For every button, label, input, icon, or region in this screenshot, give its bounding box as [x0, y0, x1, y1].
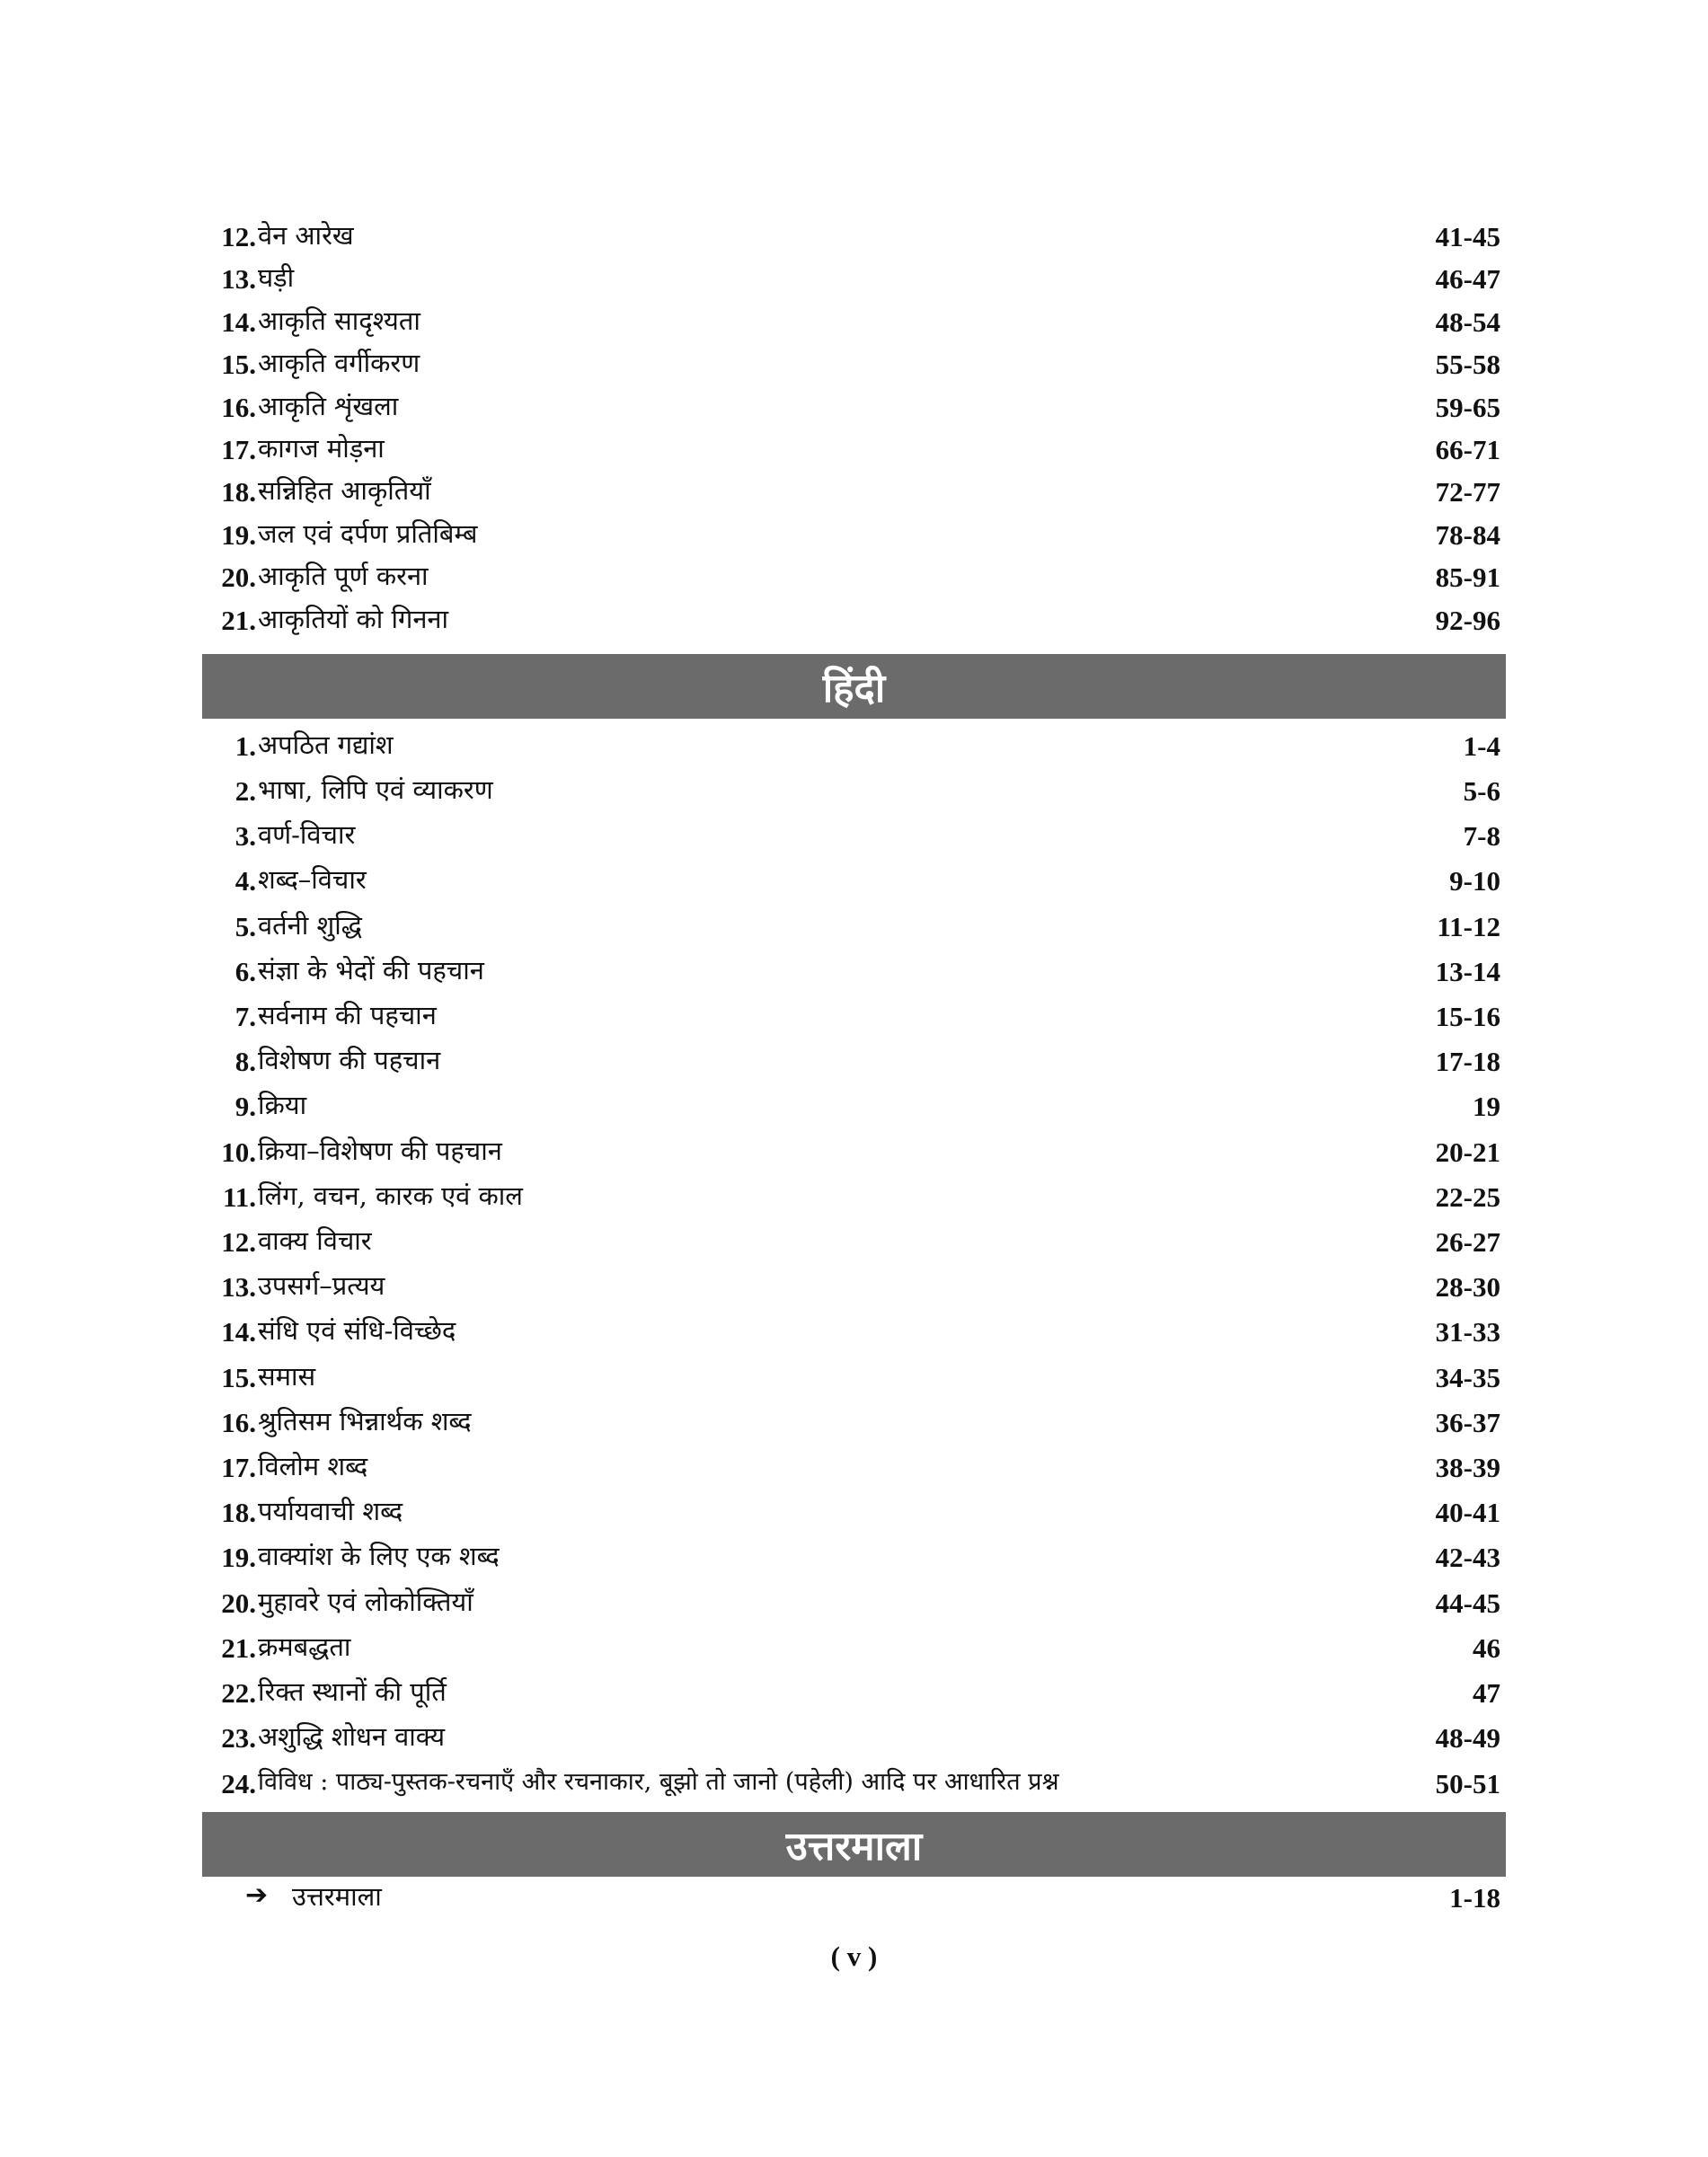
list-item: [202, 1498, 1500, 1534]
list-item: [202, 1543, 1500, 1579]
item-number: 1.: [235, 730, 256, 762]
list-item: [202, 1092, 1500, 1128]
arrow-right-icon: ➔: [245, 1879, 269, 1911]
item-pages: 50-51: [1435, 1768, 1500, 1799]
item-number: 14.: [221, 306, 256, 338]
item-title: वेन आरेख: [258, 220, 354, 251]
list-item: [202, 393, 1500, 429]
item-title: श्रुतिसम भिन्नार्थक शब्द: [258, 1406, 472, 1437]
item-number: 5.: [235, 911, 256, 942]
item-number: 6.: [235, 956, 256, 987]
list-item: [202, 1589, 1500, 1625]
item-number: 9.: [235, 1091, 256, 1122]
list-item: [202, 1770, 1500, 1806]
item-title: घड़ी: [258, 262, 295, 293]
item-number: 14.: [221, 1316, 256, 1348]
item-pages: 66-71: [1435, 434, 1500, 465]
item-pages: 5-6: [1463, 775, 1500, 807]
item-number: 19.: [221, 1542, 256, 1573]
item-pages: 85-91: [1435, 561, 1500, 593]
list-item: [202, 262, 1500, 301]
item-pages: 40-41: [1435, 1497, 1500, 1528]
item-title: आकृति पूर्ण करना: [258, 561, 429, 591]
item-pages: 9-10: [1449, 865, 1500, 897]
item-number: 16.: [221, 1407, 256, 1438]
item-title: वर्ण-विचार: [258, 819, 356, 850]
item-pages: 36-37: [1435, 1407, 1500, 1438]
item-number: 16.: [221, 392, 256, 423]
item-title: समास: [258, 1361, 316, 1392]
item-number: 3.: [235, 820, 256, 852]
item-number: 7.: [235, 1001, 256, 1032]
item-pages: 15-16: [1435, 1001, 1500, 1032]
item-pages: 11-12: [1437, 911, 1500, 942]
list-item: [202, 1361, 1500, 1400]
item-number: 21.: [221, 605, 256, 636]
item-pages: 59-65: [1435, 392, 1500, 423]
item-pages: 42-43: [1435, 1542, 1500, 1573]
item-title: अपठित गद्यांश: [258, 729, 394, 760]
item-number: 13.: [221, 1271, 256, 1303]
item-title: वर्तनी शुद्धि: [258, 910, 362, 941]
item-title: विलोम शब्द: [258, 1451, 368, 1481]
list-item: [202, 1676, 1500, 1715]
list-item: [202, 1406, 1500, 1445]
list-item: [202, 910, 1500, 949]
item-pages: 38-39: [1435, 1452, 1500, 1483]
list-item: [202, 1451, 1500, 1490]
item-title: संज्ञा के भेदों की पहचान: [258, 955, 484, 986]
item-title: क्रमबद्धता: [258, 1631, 351, 1662]
item-title: क्रिया: [258, 1090, 307, 1120]
item-pages: 1-18: [1449, 1882, 1500, 1914]
item-title: कागज मोड़ना: [258, 433, 385, 464]
list-item: [202, 220, 1500, 259]
section-heading-answers: उत्तरमाला: [202, 1812, 1506, 1877]
list-item: [202, 1180, 1500, 1219]
item-number: 13.: [221, 263, 256, 295]
item-number: 19.: [221, 519, 256, 551]
item-title: विशेषण की पहचान: [258, 1045, 441, 1075]
item-pages: 44-45: [1435, 1587, 1500, 1619]
item-title: आकृति शृंखला: [258, 391, 399, 421]
item-pages: 48-54: [1435, 306, 1500, 338]
item-number: 2.: [235, 775, 256, 807]
item-number: 4.: [235, 865, 256, 897]
item-title: सर्वनाम की पहचान: [258, 1000, 437, 1030]
item-pages: 31-33: [1435, 1316, 1500, 1348]
section-heading-hindi: हिंदी: [202, 654, 1506, 719]
item-number: 12.: [221, 1226, 256, 1258]
item-pages: 17-18: [1435, 1046, 1500, 1077]
item-number: 15.: [221, 1362, 256, 1393]
item-pages: 22-25: [1435, 1181, 1500, 1213]
list-item: [202, 305, 1500, 344]
item-title: जल एवं दर्पण प्रतिबिम्ब: [258, 518, 478, 549]
item-title: आकृति वर्गीकरण: [258, 348, 420, 378]
item-title: संधि एवं संधि-विच्छेद: [258, 1315, 456, 1346]
item-title: मुहावरे एवं लोकोक्तियाँ: [258, 1587, 473, 1617]
item-pages: 41-45: [1435, 221, 1500, 252]
list-item: [202, 350, 1500, 386]
list-item: [202, 1225, 1500, 1264]
item-number: 12.: [221, 221, 256, 252]
item-title: रिक्त स्थानों की पूर्ति: [258, 1676, 447, 1707]
item-number: 17.: [221, 434, 256, 465]
list-item: [202, 729, 1500, 768]
item-number: 17.: [221, 1452, 256, 1483]
item-title: पर्यायवाची शब्द: [258, 1496, 403, 1526]
item-pages: 48-49: [1435, 1722, 1500, 1754]
item-title: उपसर्ग–प्रत्यय: [258, 1270, 385, 1301]
list-item: [202, 475, 1500, 514]
item-title: वाक्यांश के लिए एक शब्द: [258, 1541, 500, 1571]
item-pages: 19: [1473, 1091, 1500, 1122]
list-item: [202, 864, 1500, 903]
list-item: [202, 563, 1500, 599]
list-item: [202, 1045, 1500, 1083]
item-pages: 13-14: [1435, 956, 1500, 987]
item-number: 18.: [221, 476, 256, 508]
item-pages: 72-77: [1435, 476, 1500, 508]
item-number: 20.: [221, 1587, 256, 1619]
list-item: [202, 774, 1500, 813]
list-item: [202, 433, 1500, 472]
item-title: सन्निहित आकृतियाँ: [258, 475, 431, 506]
list-item: [202, 518, 1500, 557]
list-item: [202, 1631, 1500, 1670]
item-pages: 1-4: [1463, 730, 1500, 762]
list-item: [202, 955, 1500, 994]
item-pages: 78-84: [1435, 519, 1500, 551]
item-title: शब्द–विचार: [258, 864, 367, 895]
item-number: 10.: [221, 1136, 256, 1168]
list-item: [202, 606, 1500, 642]
item-number: 24.: [221, 1768, 256, 1799]
item-number: 11.: [222, 1181, 256, 1213]
item-number: 21.: [221, 1632, 256, 1664]
list-item: [202, 1270, 1500, 1309]
item-pages: 55-58: [1435, 349, 1500, 380]
item-pages: 46-47: [1435, 263, 1500, 295]
item-title: उत्तरमाला: [292, 1881, 382, 1912]
item-title: आकृतियों को गिनना: [258, 604, 449, 634]
item-pages: 47: [1473, 1677, 1500, 1709]
item-title: विविध : पाठ्य-पुस्तक-रचनाएँ और रचनाकार, बूझो तो जानो (पहेली) आदि पर आधारित प्रश्न: [258, 1768, 1059, 1796]
list-item: [202, 1721, 1500, 1760]
list-item: [202, 1315, 1500, 1354]
item-pages: 92-96: [1435, 605, 1500, 636]
item-pages: 20-21: [1435, 1136, 1500, 1168]
page-number: ( v ): [830, 1940, 878, 1972]
item-title: क्रिया–विशेषण की पहचान: [258, 1136, 502, 1166]
item-pages: 28-30: [1435, 1271, 1500, 1303]
item-title: अशुद्धि शोधन वाक्य: [258, 1721, 446, 1752]
item-number: 22.: [221, 1677, 256, 1709]
item-pages: 26-27: [1435, 1226, 1500, 1258]
list-item: [202, 819, 1500, 858]
list-item: [202, 1879, 1500, 1920]
list-item: [202, 1138, 1500, 1174]
item-number: 23.: [221, 1722, 256, 1754]
item-title: भाषा, लिपि एवं व्याकरण: [258, 774, 493, 805]
item-pages: 46: [1473, 1632, 1500, 1664]
item-number: 15.: [221, 349, 256, 380]
item-number: 18.: [221, 1497, 256, 1528]
item-pages: 7-8: [1463, 820, 1500, 852]
item-title: लिंग, वचन, कारक एवं काल: [258, 1180, 523, 1211]
list-item: [202, 1000, 1500, 1039]
item-number: 20.: [221, 561, 256, 593]
item-number: 8.: [235, 1046, 256, 1077]
item-title: वाक्य विचार: [258, 1225, 372, 1256]
item-pages: 34-35: [1435, 1362, 1500, 1393]
item-title: आकृति सादृश्यता: [258, 305, 420, 336]
